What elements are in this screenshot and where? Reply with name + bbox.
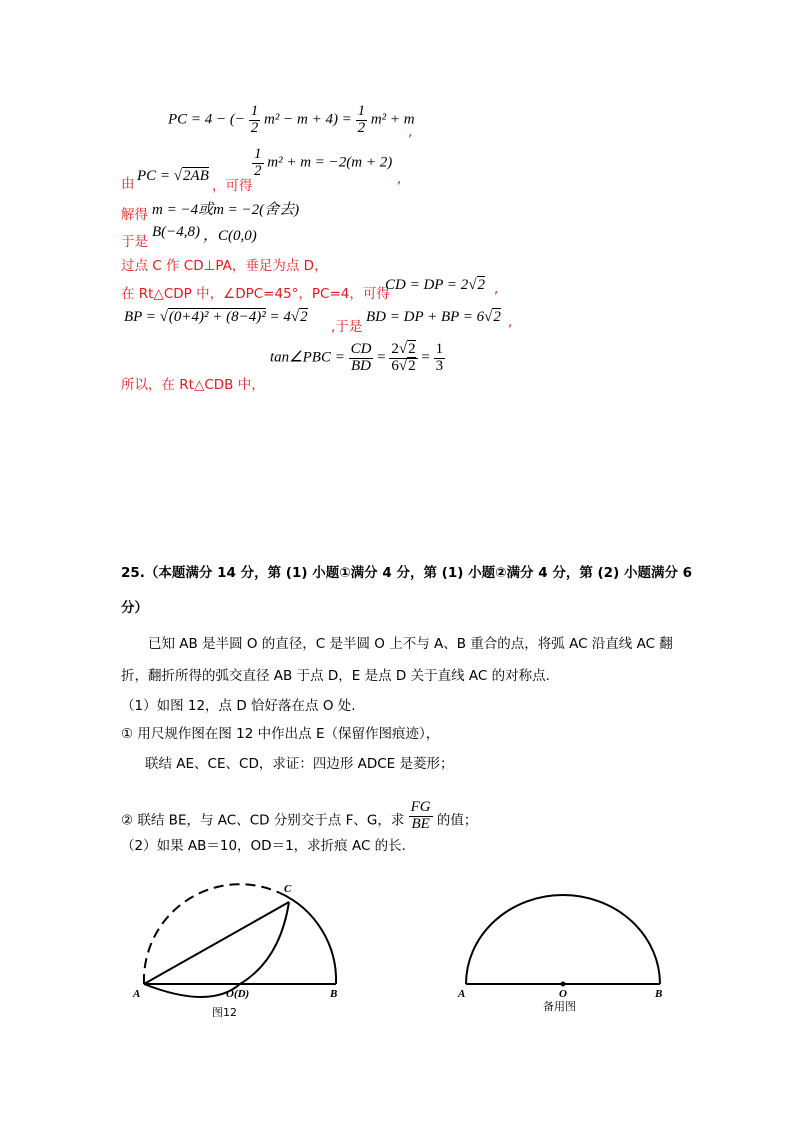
sqrt-2: 2 [493,309,501,325]
label-od: O(D) [226,988,250,1000]
tan-pre: tan∠PBC = [270,349,349,366]
frac-den: 2 [250,119,259,136]
figure-12-caption: 图12 [212,1006,237,1019]
cd-dp-eq: CD = DP = 2√2 [385,277,486,293]
bp-result: = 4 [265,309,291,325]
question-2: （2）如果 AB＝10，OD＝1，求折痕 AC 的长. [121,838,406,854]
question-1a: ① 用尺规作图在图 12 中作出点 E（保留作图痕迹）， [121,726,440,742]
comma-3: , [494,281,499,297]
folded-arc [144,902,289,997]
frac-den: BE [411,815,430,832]
eq-m-right: m² + m = −2(m + 2) [267,154,393,171]
comma-4: , [508,314,513,330]
frac-num: CD [350,341,372,357]
bp-pre: BP = [124,309,160,325]
kede-label: ，可得 [212,178,253,194]
eq-pc-mid: m² − m + 4) = [264,111,352,128]
sqrt-2: 2 [408,341,416,357]
frac-num: 1 [357,103,366,119]
tan-eq [270,342,445,375]
fraction-cd-bd [349,342,374,375]
point-b: B(−4,8) [152,224,201,240]
semicircle-arc [466,895,660,984]
eq-pc-left: PC = 4 − (− [168,111,246,128]
jiede-label: 解得 [121,207,148,223]
perp-line: 过点 C 作 CD⊥PA，垂足为点 D， [121,258,328,274]
frac-num: FG [410,799,431,815]
coef: 6 [391,357,399,374]
comma-1: , [408,124,413,140]
sqrt-2: 2 [300,309,308,325]
fraction-half-3 [252,147,264,180]
cd-dp-text: CD = DP = 2 [385,277,469,293]
frac-num: 1 [254,146,262,162]
eq-pc-right: m² + m [370,111,415,128]
frac-den: 2 [357,119,366,136]
frac-den: BD [351,357,371,374]
suoyi-line: 所以，在 Rt△CDB 中， [121,377,265,393]
yushi-label: 于是 [121,234,148,250]
sqrt-2: 2 [477,277,486,293]
rt-cdp-line: 在 Rt△CDP 中，∠DPC=45°，PC=4，可得 [121,286,390,302]
figure-12 [130,880,350,1020]
question-1a-2: 联结 AE、CE、CD，求证：四边形 ADCE 是菱形； [145,756,454,772]
comma-2: , [397,171,402,187]
fraction-fg-be [409,800,433,833]
fraction-third [434,342,446,375]
q1b-post: 的值； [436,812,478,829]
frac-num: 1 [250,103,259,119]
eq-pc [168,104,415,137]
label-a: A [458,988,466,1000]
label-o: O [559,988,567,1000]
label-c: C [284,883,292,895]
fraction-half-2 [356,104,368,137]
problem-para-1: 已知 AB 是半圆 O 的直径，C 是半圆 O 上不与 A、B 重合的点，将弧 AC 沿直线 AC 翻 [148,636,673,652]
label-b: B [655,988,663,1000]
question-1: （1）如图 12，点 D 恰好落在点 O 处. [121,698,356,714]
bd-text: BD = DP + BP = 6 [366,309,485,325]
point-c: ，C(0,0) [203,228,257,244]
eq-m [252,147,392,180]
fraction-sqrt [389,342,417,375]
frac-den: 6√2 [391,357,416,374]
figure-backup-caption: 备用图 [543,1000,576,1013]
bd-eq: BD = DP + BP = 6√2 [366,309,501,325]
you-label: 由 [121,176,135,192]
pc-eq-pre: PC = [137,168,174,184]
label-a: A [133,988,141,1000]
eq-pc-sqrt2-ab: PC = √2AB [137,168,209,184]
figure-backup [455,880,675,1020]
frac-num: 2√2 [391,341,416,357]
problem-header-1: 25.（本题满分 14 分，第 (1) 小题①满分 4 分，第 (1) 小题②满分 4 分，第 (2) 小题满分 6 [121,565,693,581]
frac-den: 2 [254,162,262,179]
q1b-pre: ② 联结 BE，与 AC、CD 分别交于点 F、G，求 [121,812,405,829]
sqrt-2: 2 [408,357,416,374]
frac-den: 3 [435,357,444,374]
center-point-o [561,982,566,987]
chord-ac [144,902,289,984]
bp-eq: BP = √(0+4)² + (8−4)² = 4√2 [124,309,308,325]
fraction-half-1 [249,104,261,137]
yushi-2: ,于是 [331,319,363,335]
label-b: B [330,988,338,1000]
equals: = [421,349,430,366]
frac-num: 1 [435,341,444,357]
coef: 2 [391,341,399,357]
sqrt-2ab: 2AB [183,168,209,184]
problem-header-2: 分） [121,600,148,616]
problem-para-2: 折，翻折所得的弧交直径 AB 于点 D，E 是点 D 关于直线 AC 的对称点. [121,668,550,684]
m-roots: m = −4或m = −2(舍去) [152,202,300,218]
question-1b [121,799,478,837]
bp-radicand: (0+4)² + (8−4)² [168,309,266,325]
equals: = [377,349,386,366]
